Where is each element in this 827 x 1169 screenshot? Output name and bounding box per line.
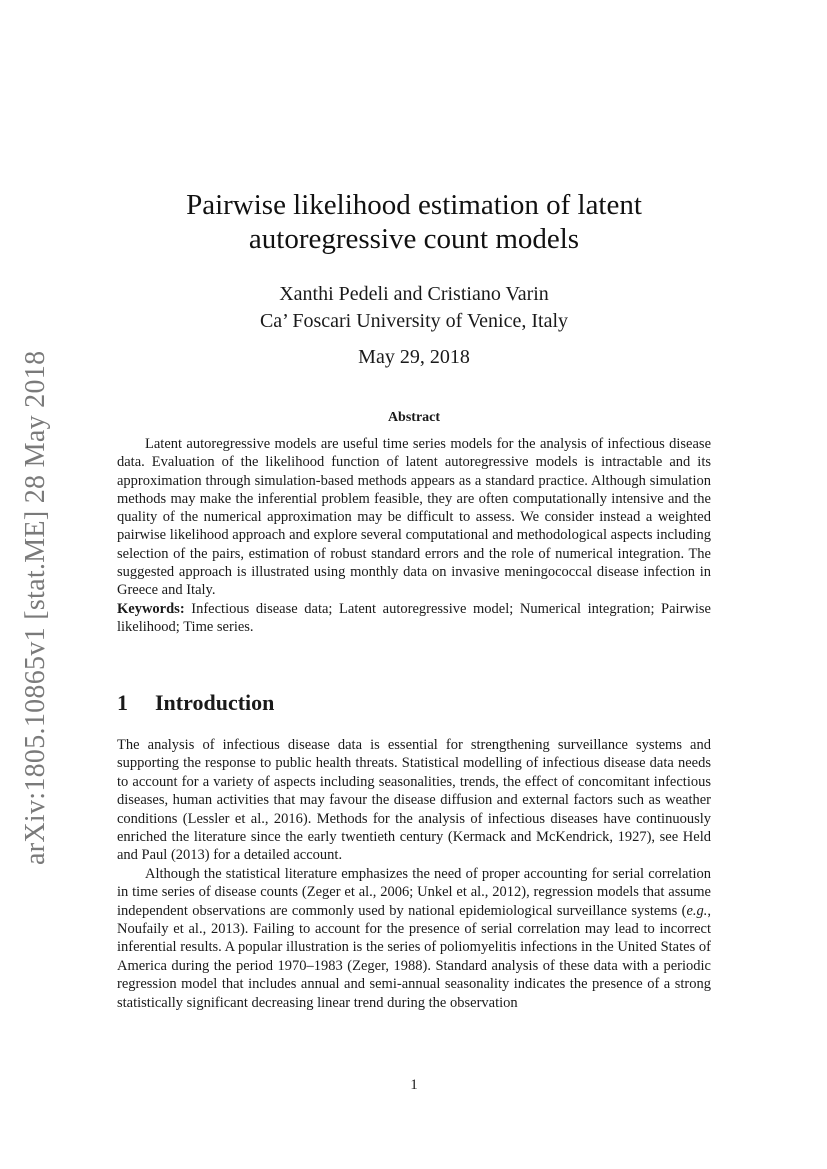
section-title: Introduction xyxy=(155,690,275,715)
affiliation: Ca’ Foscari University of Venice, Italy xyxy=(259,310,569,332)
paper-date: May 29, 2018 xyxy=(358,346,470,368)
intro-p2-part-2: , Noufaily et al., 2013). Failing to account for the presence of serial correlation may lead to incorrect inferential results. A popular illustration is the series of poliomyelitis infections in the United States of America during the period 1970–1983 (Zeger, 1988). Standard analysis of these data with a periodic regression model that includes annual and semi-annual seasonality indicates the presence of a strong statistically significant decreasing linear trend during the observation xyxy=(117,902,711,1011)
intro-p2-part-1: Although the statistical literature emphasizes the need of proper accounting for serial correlation in time series of disease counts (Zeger et al., 2006; Unkel et al., 2012), regression models that assume independent observations are commonly used by national epidemiological surveillance systems ( xyxy=(117,865,711,919)
introduction-body xyxy=(117,736,711,1012)
author-block xyxy=(117,281,711,335)
intro-paragraph-1: The analysis of infectious disease data is essential for strengthening surveillance systems and supporting the response to public health threats. Statistical modelling of infectious disease data needs to account for a variety of aspects including seasonalities, trends, the effect of concomitant infectious diseases, human activities that may favour the disease diffusion and external factors such as weather conditions (Lessler et al., 2016). Methods for the analysis of infectious diseases have continuously enriched the literature since the early twentieth century (Kermack and McKendrick, 1927), see Held and Paul (2013) for a detailed account. xyxy=(117,737,711,864)
title-line-2: autoregressive count models xyxy=(248,223,580,255)
title-line-1: Pairwise likelihood estimation of latent xyxy=(186,189,642,221)
page-number: 1 xyxy=(410,1077,418,1093)
arxiv-identifier-text: arXiv:1805.10865v1 [stat.ME] 28 May 2018 xyxy=(20,350,51,865)
paper-title xyxy=(117,188,711,256)
keywords-label: Keywords: xyxy=(117,600,185,617)
keywords xyxy=(117,600,711,637)
arxiv-identifier xyxy=(14,345,54,865)
section-heading xyxy=(117,690,711,716)
keywords-list: Infectious disease data; Latent autoregressive model; Numerical integration; Pairwise likelihood; Time series. xyxy=(117,600,711,635)
intro-paragraph-2 xyxy=(117,865,711,1012)
section-number: 1 xyxy=(117,690,128,715)
intro-p2-eg: e.g. xyxy=(686,902,708,919)
authors: Xanthi Pedeli and Cristiano Varin xyxy=(279,283,549,305)
abstract-text: Latent autoregressive models are useful time series models for the analysis of infectious disease data. Evaluation of the likelihood function of latent autoregressive models is intractable and its approximation through simulation-based methods appears as a standard practice. Although simulation methods may make the inferential problem feasible, they are often computationally intensive and the quality of the numerical approximation may be difficult to assess. We consider instead a weighted pairwise likelihood approach and explore several computational and methodological aspects including selection of the pairs, estimation of robust standard errors and the role of numerical integration. The suggested approach is illustrated using monthly data on invasive meningococcal disease infection in Greece and Italy. xyxy=(117,436,711,599)
abstract-heading: Abstract xyxy=(387,410,441,425)
abstract xyxy=(117,435,711,636)
